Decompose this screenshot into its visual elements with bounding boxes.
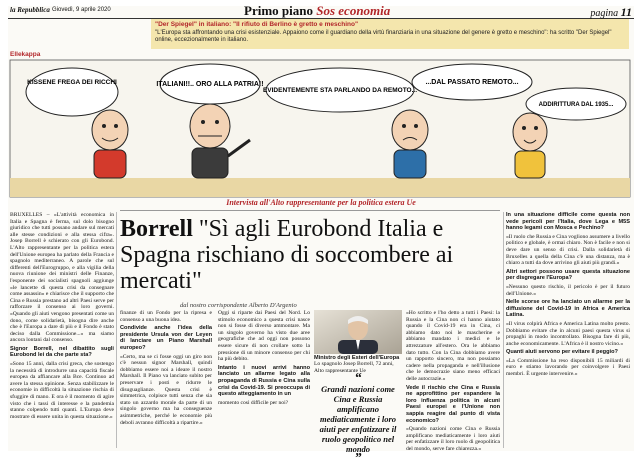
section-subtitle: Sos economia bbox=[316, 3, 391, 18]
cartoon-credit: Ellekappa bbox=[10, 51, 41, 58]
bubble-text-5: ADDIRITTURA DAL 1935... bbox=[538, 102, 614, 108]
body-column-2 bbox=[218, 310, 310, 450]
speech-bubble-4 bbox=[412, 64, 532, 100]
dateline: Giovedì, 9 aprile 2020 bbox=[52, 7, 111, 13]
bubble-text-3: EVIDENTEMENTE STA PARLANDO DA REMOTO... bbox=[262, 87, 418, 94]
page-number bbox=[590, 5, 632, 20]
column-divider-right bbox=[503, 212, 504, 448]
banner-body: "L'Europa sta affrontando una crisi esistenziale. Appaiono come il guardiano della virtù finanziaria in una situazione del genere è gretto e meschino": ha scritto "Der Spiegel" online, eccezionalmente in italiano. bbox=[155, 30, 612, 43]
cartoon-character-4 bbox=[513, 113, 547, 178]
open-quote-mark: “ bbox=[354, 371, 362, 386]
body-column-1 bbox=[120, 310, 212, 450]
section-title bbox=[244, 3, 390, 19]
left-paragraph-1: BRUXELLES – «L'attività economica in Italia e Spagna è ferma, sul dolo bisogno giuridico che tutti possano andare sul mercati alle stesse condizioni e alla stessa cifra». Josep Borrell è schierato con gli Eurobond. L'Alto rappresentante per la politica estera dell'Unione europea ha parlato della Francia e spagnolo mediterraneo. A parole che sul differenti dell'Eurogruppo, e alla vigilia della nuova riunione dei ministri delle Finanze, l'esponente dei socialisti spagnoli aggiunge «le lancette di questa crisi da consegnare come assassin» e chiarisce che il supporto che Cina e Russia prestano ad altri Paesi serve per rafforzare il consenso ai loro governi. «Quando gli aiuti vengono presentati come un dono, come solidarietà, bisogna dire anche che è l'Europa a dare di più e il Fondo è stato deciso dalla Commissione...» ma siamo ancora lontani dal consenso. bbox=[10, 212, 114, 344]
right-question-3: Nelle scorse ore ha lanciato un allarme per la diffusione del Covid-19 in Africa e America Latina. bbox=[506, 299, 630, 319]
close-quote-mark: ” bbox=[354, 451, 362, 466]
bubble-text-4: ...DAL PASSATO REMOTO... bbox=[425, 79, 519, 86]
col1-paragraph-2: «Certo, ma se ci fosse oggi un giro non c'è nessun signor Marshall, quindi dobbiamo essere noi a ideare il nostro Marshall. Il Piano va lanciato subito per preservare i posti e ridurre le disuguaglianze. Questa crisi è simmetrica, colpisce tutti senza che sia stato un azzardo morale da parte di un singolo governo ma ha conseguenze asimmetriche, perché le economie più deboli avranno difficoltà a ripartire.» bbox=[120, 353, 212, 426]
headline-quote: "Sì agli Eurobond Italia e Spagna rischiano di soccombere ai mercati" bbox=[120, 216, 454, 294]
byline: dal nostro corrispondente Alberto D'Argenio bbox=[180, 302, 297, 309]
right-column bbox=[506, 212, 630, 448]
col4-question-1: Vede il rischio che Cina e Russia ne approfittino per espandere la loro influenza politica in alcuni Paesi europei e l'Unione non sappia reagire dal punto di vista economico? bbox=[406, 384, 500, 424]
col1-paragraph-1: finanze di un Fondo per la ripresa e consenso a una buona idea. bbox=[120, 310, 212, 323]
editorial-cartoon bbox=[10, 60, 630, 197]
right-paragraph-3: «Il virus colpirà Africa e America Latina molto presto. Dobbiamo evitare che in alcuni paesi questa virus si propaghi in modo incontrollato. Bisogna fare di più, anche economicamente. L'Africa è il nostro vicino.» bbox=[506, 320, 630, 347]
borrell-photo bbox=[314, 310, 402, 354]
col2-paragraph-1: Oggi si riparte dai Paesi del Nord. Lo stimolo economico a questa crisi nasce non si fosse di diverso ammontare. Ma un singolo governo ha visto due aree geografiche che ad oggi non possono essere sicure di non crollare sotto la pressione di un minore consenso per chi ha più debito. bbox=[218, 310, 310, 363]
col4-paragraph-2: «Quando nazioni come Cina e Russia amplificano mediaticamente i loro aiuti per enfatizzare il loro ruolo di geopolitica del mondo, serve fare chiarezza.» bbox=[406, 426, 500, 452]
right-paragraph-2: «Nessuno questo rischio, il pericolo è per il futuro dell'Unione.» bbox=[506, 283, 630, 297]
newspaper-logo: la Repubblica bbox=[10, 6, 50, 14]
right-question-4: Quanti aiuti servono per evitare il peggio? bbox=[506, 349, 618, 356]
right-question-2: Altri settori possono usare questa situazione per disgregare l'Europa? bbox=[506, 268, 630, 282]
right-paragraph-1: «Il ruolo che Russia e Cina vogliono assumere a livello politico e globale, è ormai chiaro. Non è facile e non si deve dare un senso di crisi. Dalla solidarietà di Bruxelles a quella della Cina c'è una distanza, ma è chiaro a tutti da dove arrivino gli aiuti più grandi.» bbox=[506, 233, 630, 267]
col4-paragraph-1: «Ho scritto e l'ho detto a tutti i Paesi: la Russia e la Cina non ci hanno aiutato quando il Covid-19 era in Cina, ci abbiamo dato noi le mascherine e abbiamo mandato i medici e le attrezzature all'estero. Ora le abbiamo dato tutto. Con la Cina dobbiamo avere un rapporto sincero, ma non possiamo cadere nella propaganda e nell'illusione che le democrazie siano meno efficaci delle autocrazie.» bbox=[406, 310, 500, 382]
section-name: Primo piano bbox=[244, 3, 313, 18]
photo-caption-text: Lo spagnolo Josep Borrell, 72 anni, Alto rappresentante Ue bbox=[314, 361, 394, 374]
left-paragraph-2: «Sono 15 anni, dalla crisi greca, che sostengo la necessità di introdurre una capacità fiscale europea da affiancare alla Bce. Continuo ad avere la stessa opinione. Senza stabilizzare le economie in difficoltà la situazione rischia di sfuggire di mano. E ora è il momento di agire visto che i tassi di interesse e la pandemia stanno colpendo tutti quanti. L'Europa deve mostrare di essere unita in questa situazione.» bbox=[10, 361, 114, 420]
cartoon-character-3 bbox=[392, 110, 428, 178]
right-question-1: In una situazione difficile come questa non vede pericoli per l'Italia, dove Lega e M5S hanno legami con Mosca e Pechino? bbox=[506, 212, 630, 232]
masthead bbox=[8, 3, 634, 19]
photo-caption-label: Ministro degli Esteri dell'Europa bbox=[314, 355, 400, 361]
headline-rule bbox=[120, 210, 500, 211]
headline bbox=[120, 216, 500, 294]
page-label: pagina bbox=[590, 8, 619, 19]
speech-bubble-3 bbox=[263, 68, 417, 112]
page-number-value: 11 bbox=[620, 5, 632, 19]
col2-question-1: Intanto i nuovi arrivi hanno lanciato un allarme legato alla propaganda di Russia e Cina sulla crisi da Covid-19. Si preoccupa di questo atteggiamento in un bbox=[218, 364, 310, 398]
col2-paragraph-2: momento così difficile per noi? bbox=[218, 399, 289, 406]
cartoon-character-1 bbox=[92, 110, 128, 178]
newspaper-page bbox=[8, 3, 634, 466]
banner-title: "Der Spiegel" in italiano: "Il rifiuto di Berlino è gretto e meschino" bbox=[155, 21, 359, 28]
headline-name: Borrell bbox=[120, 216, 193, 242]
left-column bbox=[10, 212, 114, 448]
column-divider bbox=[116, 212, 117, 448]
body-column-4 bbox=[406, 310, 500, 450]
speech-bubble-5 bbox=[526, 88, 626, 120]
right-paragraph-4: «La Commissione ha reso disponibili 15 miliardi di euro e stiamo lavorando per coinvolgere i Paesi membri. È urgente intervenire.» bbox=[506, 357, 630, 378]
interview-caption: Intervista all'Alto rappresentante per la politica estera Ue bbox=[226, 198, 416, 207]
spiegel-banner bbox=[151, 19, 629, 49]
col1-question-1: Condivide anche l'idea della presidente Ursula von der Leyen di lanciare un Piano Marshall europeo? bbox=[120, 325, 212, 351]
bubble-text-2: ITALIANI!!.. ORO ALLA PATRIA!! bbox=[156, 81, 264, 88]
bubble-text-1: KISSENE FREGA DEI RICCHI bbox=[27, 79, 117, 86]
left-question-1: Signor Borrell, nel dibattito sugli Eurobond lei da che parte sta? bbox=[10, 345, 114, 359]
pullquote-text: Grandi nazioni come Cina e Russia amplificano mediaticamente i loro aiuti per enfatizzare il ruolo geopolitico nel mondo bbox=[319, 384, 397, 454]
pullquote bbox=[314, 371, 402, 466]
speech-bubble-1 bbox=[26, 68, 118, 116]
